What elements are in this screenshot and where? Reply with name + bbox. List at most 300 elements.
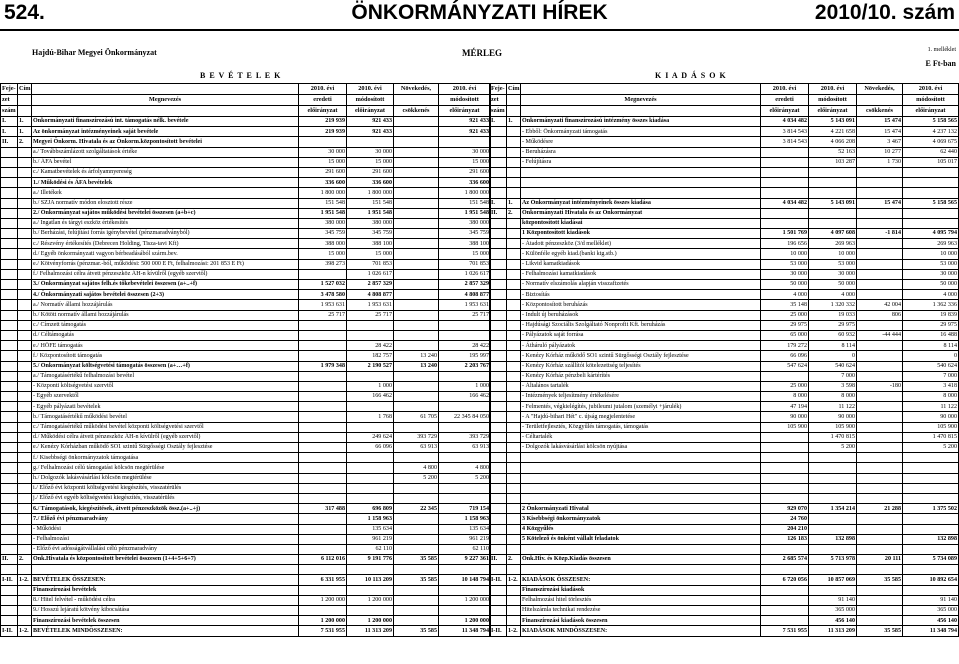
- left-cell: b./ Kötött normatív állami hozzájárulás: [32, 310, 299, 320]
- right-cell: [857, 473, 903, 483]
- left-cell: [1, 157, 18, 167]
- right-cell: 5 Kötelező és önként vállalt feladatok: [521, 534, 761, 544]
- right-cell: 16 488: [903, 330, 959, 340]
- left-cell: 1 200 000: [439, 616, 491, 626]
- right-cell: [490, 432, 507, 442]
- right-cell: [507, 188, 521, 198]
- left-cell: [299, 524, 347, 534]
- left-cell: 1 200 000: [347, 616, 394, 626]
- right-header-cell: szám: [490, 106, 507, 117]
- right-cell: [809, 463, 857, 473]
- right-cell: 3 Kisebbségi önkormányzatok: [521, 514, 761, 524]
- right-header-cell: előirányzat: [809, 106, 857, 117]
- left-cell: 1 000: [347, 381, 394, 391]
- left-cell: 388 100: [347, 239, 394, 249]
- left-cell: 15 000: [439, 249, 491, 259]
- left-cell: 393 729: [394, 432, 439, 442]
- left-cell: [394, 483, 439, 493]
- right-cell: [809, 178, 857, 188]
- left-cell: [1, 606, 18, 616]
- left-cell: 1 951 548: [439, 208, 491, 218]
- right-cell: [521, 493, 761, 503]
- right-cell: [490, 178, 507, 188]
- left-row: [1, 585, 491, 595]
- left-cell: 317 488: [299, 504, 347, 514]
- right-cell: -180: [857, 381, 903, 391]
- right-cell: [809, 483, 857, 493]
- left-header-cell: Megnevezés: [32, 95, 299, 106]
- left-cell: [347, 473, 394, 483]
- right-cell: [903, 493, 959, 503]
- right-row: [490, 229, 959, 239]
- left-cell: [18, 544, 32, 554]
- right-cell: [490, 371, 507, 381]
- left-cell: [18, 157, 32, 167]
- right-cell: 30 000: [903, 269, 959, 279]
- right-cell: 90 000: [809, 412, 857, 422]
- left-cell: 1 200 000: [299, 595, 347, 605]
- left-header-cell: zet: [1, 95, 18, 106]
- left-cell: [439, 320, 491, 330]
- left-cell: [1, 351, 18, 361]
- right-cell: [490, 157, 507, 167]
- right-cell: [507, 300, 521, 310]
- right-row: [490, 351, 959, 361]
- right-cell: 4 097 608: [809, 229, 857, 239]
- left-cell: [394, 565, 439, 575]
- left-cell: 921 433: [347, 127, 394, 137]
- right-cell: [857, 320, 903, 330]
- left-cell: - Egyéb szervektől: [32, 392, 299, 402]
- right-cell: [857, 412, 903, 422]
- left-cell: [439, 483, 491, 493]
- left-cell: 11 348 794: [439, 626, 491, 636]
- left-cell: [18, 595, 32, 605]
- left-cell: [394, 290, 439, 300]
- left-cell: [439, 422, 491, 432]
- left-cell: 13 240: [394, 361, 439, 371]
- right-cell: [809, 585, 857, 595]
- left-cell: BEVÉTELEK ÖSSZESEN:: [32, 575, 299, 585]
- left-header-cell: csökkenés: [394, 106, 439, 117]
- left-cell: 25 717: [347, 310, 394, 320]
- right-cell: 1.: [507, 117, 521, 127]
- right-cell: [490, 544, 507, 554]
- left-cell: [18, 524, 32, 534]
- left-cell: [18, 585, 32, 595]
- right-row: [490, 208, 959, 218]
- left-cell: [18, 310, 32, 320]
- right-cell: [857, 167, 903, 177]
- left-cell: b./ ÁFA bevétel: [32, 157, 299, 167]
- right-cell: [490, 392, 507, 402]
- right-cell: [507, 524, 521, 534]
- right-row: [490, 514, 959, 524]
- income-table: [0, 83, 491, 637]
- right-cell: [761, 218, 809, 228]
- right-cell: 365 000: [903, 606, 959, 616]
- right-cell: [490, 259, 507, 269]
- left-cell: [18, 534, 32, 544]
- left-cell: [394, 585, 439, 595]
- left-cell: i./ Előző évi központi költségvetési kiegészítés, visszatérülés: [32, 483, 299, 493]
- right-cell: 1 375 502: [903, 504, 959, 514]
- right-cell: [761, 178, 809, 188]
- right-cell: 50 000: [903, 280, 959, 290]
- right-cell: 179 272: [761, 341, 809, 351]
- left-header-cell: módosított: [347, 95, 394, 106]
- left-cell: [18, 565, 32, 575]
- right-cell: [507, 412, 521, 422]
- left-cell: a./ Támogatásértékű felhalmozási bevétel: [32, 371, 299, 381]
- left-cell: 921 433: [439, 117, 491, 127]
- right-cell: [857, 595, 903, 605]
- right-cell: 4 Közgyűlés: [521, 524, 761, 534]
- left-cell: 4 808 877: [439, 290, 491, 300]
- left-cell: [394, 381, 439, 391]
- right-cell: [507, 167, 521, 177]
- right-cell: [761, 157, 809, 167]
- left-cell: 3 478 580: [299, 290, 347, 300]
- right-cell: - Különféle egyéb kiad.(banki ktg.stb.): [521, 249, 761, 259]
- right-cell: [507, 127, 521, 137]
- right-cell: - Területfejlesztés, Közgyűlés támogatás, támogatás: [521, 422, 761, 432]
- left-cell: [1, 320, 18, 330]
- left-cell: 1 026 617: [347, 269, 394, 279]
- left-cell: 1 158 963: [347, 514, 394, 524]
- left-cell: 11 313 209: [347, 626, 394, 636]
- left-row: [1, 259, 491, 269]
- left-cell: [1, 585, 18, 595]
- right-cell: 8 000: [761, 392, 809, 402]
- right-cell: - Pályázatok saját forrása: [521, 330, 761, 340]
- left-cell: [18, 208, 32, 218]
- right-cell: 2 685 574: [761, 555, 809, 565]
- right-header-cell: [507, 95, 521, 106]
- expense-title: K I A D Á S O K: [655, 71, 727, 80]
- right-cell: [761, 443, 809, 453]
- right-cell: [857, 361, 903, 371]
- right-cell: [761, 483, 809, 493]
- right-cell: 105 017: [903, 157, 959, 167]
- right-cell: KIADÁSOK ÖSSZESEN:: [521, 575, 761, 585]
- left-header-row: [1, 84, 491, 95]
- left-row: [1, 443, 491, 453]
- left-cell: [1, 198, 18, 208]
- right-cell: 1-2.: [507, 626, 521, 636]
- right-cell: 24 760: [761, 514, 809, 524]
- right-cell: 3 598: [809, 381, 857, 391]
- right-cell: -44 444: [857, 330, 903, 340]
- right-cell: 269 963: [809, 239, 857, 249]
- left-cell: [1, 208, 18, 218]
- right-cell: [507, 269, 521, 279]
- right-row: [490, 575, 959, 585]
- left-row: [1, 504, 491, 514]
- right-cell: 29 975: [761, 320, 809, 330]
- left-header-row: [1, 95, 491, 106]
- left-cell: [18, 147, 32, 157]
- right-cell: [490, 229, 507, 239]
- right-cell: 5 734 089: [903, 555, 959, 565]
- right-cell: [761, 565, 809, 575]
- right-cell: [761, 606, 809, 616]
- left-cell: [18, 320, 32, 330]
- left-cell: 15 000: [439, 157, 491, 167]
- left-row: [1, 463, 491, 473]
- left-row: [1, 167, 491, 177]
- right-cell: [521, 463, 761, 473]
- left-header-cell: előirányzat: [299, 106, 347, 117]
- left-cell: - Egyéb pályázati bevételek: [32, 402, 299, 412]
- left-cell: [299, 432, 347, 442]
- left-cell: 219 939: [299, 127, 347, 137]
- left-row: [1, 157, 491, 167]
- left-row: [1, 412, 491, 422]
- left-cell: a./ Normatív állami hozzájárulás: [32, 300, 299, 310]
- left-row: [1, 117, 491, 127]
- left-cell: 15 000: [299, 249, 347, 259]
- left-cell: 1 953 631: [299, 300, 347, 310]
- right-row: [490, 565, 959, 575]
- left-cell: [299, 493, 347, 503]
- left-cell: 345 759: [347, 229, 394, 239]
- right-row: [490, 167, 959, 177]
- left-cell: - Működési: [32, 524, 299, 534]
- right-cell: [809, 524, 857, 534]
- left-cell: [1, 514, 18, 524]
- right-cell: [857, 422, 903, 432]
- left-cell: [439, 330, 491, 340]
- left-cell: [394, 137, 439, 147]
- right-cell: Felhalmozási hitel törlesztés: [521, 595, 761, 605]
- right-cell: [809, 514, 857, 524]
- left-cell: 35 585: [394, 626, 439, 636]
- right-cell: [761, 167, 809, 177]
- right-cell: [857, 565, 903, 575]
- left-header-cell: 2010. évi: [347, 84, 394, 95]
- left-cell: [299, 412, 347, 422]
- left-cell: [18, 280, 32, 290]
- right-cell: 269 963: [903, 239, 959, 249]
- left-cell: [1, 361, 18, 371]
- right-cell: 25 000: [761, 310, 809, 320]
- right-cell: 7 000: [809, 371, 857, 381]
- right-cell: [857, 351, 903, 361]
- left-row: [1, 534, 491, 544]
- left-cell: 151 548: [439, 198, 491, 208]
- right-cell: [507, 565, 521, 575]
- right-cell: Finanszírozási kiadások: [521, 585, 761, 595]
- right-cell: [507, 616, 521, 626]
- left-cell: 249 624: [347, 432, 394, 442]
- left-cell: 3./ Önkormányzat sajátos felh.és tőkebevételei összesen (a+..+f): [32, 280, 299, 290]
- left-cell: [1, 565, 18, 575]
- right-cell: 456 140: [903, 616, 959, 626]
- right-cell: II.: [490, 555, 507, 565]
- left-cell: [1, 259, 18, 269]
- right-cell: [903, 585, 959, 595]
- left-cell: [18, 483, 32, 493]
- left-row: [1, 453, 491, 463]
- right-cell: [490, 341, 507, 351]
- right-cell: [490, 280, 507, 290]
- left-cell: 28 422: [347, 341, 394, 351]
- left-cell: e./ Kenézy Kórházban működő SO1 szintű Sürgősségi Osztály fejlesztése: [32, 443, 299, 453]
- left-cell: [394, 544, 439, 554]
- left-row: [1, 341, 491, 351]
- right-cell: [507, 453, 521, 463]
- right-cell: [857, 249, 903, 259]
- right-cell: 66 096: [761, 351, 809, 361]
- left-cell: 696 809: [347, 504, 394, 514]
- left-row: [1, 147, 491, 157]
- left-row: [1, 555, 491, 565]
- right-row: [490, 595, 959, 605]
- left-cell: 1 953 631: [347, 300, 394, 310]
- right-cell: [490, 127, 507, 137]
- left-cell: [439, 371, 491, 381]
- left-cell: 7./ Előző évi pénzmaradvány: [32, 514, 299, 524]
- left-cell: [394, 188, 439, 198]
- left-cell: [394, 249, 439, 259]
- right-cell: 103 287: [809, 157, 857, 167]
- left-cell: [299, 341, 347, 351]
- right-cell: - Központosított beruházás: [521, 300, 761, 310]
- left-cell: [18, 463, 32, 473]
- left-cell: [1, 534, 18, 544]
- right-cell: 21 288: [857, 504, 903, 514]
- right-cell: [761, 208, 809, 218]
- left-cell: [439, 402, 491, 412]
- left-cell: 1 979 348: [299, 361, 347, 371]
- left-cell: [299, 392, 347, 402]
- right-cell: [490, 320, 507, 330]
- left-cell: c./ Támogatásértékű működési bevétel központi költségvetési szervtől: [32, 422, 299, 432]
- left-cell: [347, 320, 394, 330]
- left-cell: 380 000: [299, 218, 347, 228]
- left-cell: [18, 218, 32, 228]
- left-cell: [1, 280, 18, 290]
- page-header: [0, 0, 959, 40]
- right-cell: 1 320 332: [809, 300, 857, 310]
- left-cell: [347, 330, 394, 340]
- left-cell: [18, 392, 32, 402]
- right-cell: 3 814 543: [761, 127, 809, 137]
- right-cell: 126 183: [761, 534, 809, 544]
- left-cell: 135 634: [347, 524, 394, 534]
- right-header-cell: eredeti: [761, 95, 809, 106]
- left-cell: 961 219: [439, 534, 491, 544]
- left-cell: 701 853: [439, 259, 491, 269]
- right-header-cell: Cím: [507, 84, 521, 95]
- right-cell: 5 200: [809, 443, 857, 453]
- right-cell: [903, 188, 959, 198]
- left-cell: 1 953 631: [439, 300, 491, 310]
- left-cell: c./ Részvény értékesítés (Debrecen Holding, Tisza-tavi Kft): [32, 239, 299, 249]
- right-header-cell: [521, 106, 761, 117]
- left-cell: [18, 249, 32, 259]
- left-cell: e./ Kötvényforrás (pénzmar.-ból, működési: 500 000 E Ft, felhalmozási: 201 853 E Ft): [32, 259, 299, 269]
- left-header-cell: 2010. évi: [439, 84, 491, 95]
- left-cell: [1, 483, 18, 493]
- left-cell: [394, 616, 439, 626]
- left-cell: 1 800 000: [439, 188, 491, 198]
- left-cell: 2 857 329: [347, 280, 394, 290]
- right-cell: [857, 341, 903, 351]
- right-cell: 1.: [507, 198, 521, 208]
- right-cell: [857, 606, 903, 616]
- left-header-cell: eredeti: [299, 95, 347, 106]
- right-cell: 53 000: [809, 259, 857, 269]
- right-row: [490, 392, 959, 402]
- left-cell: [394, 402, 439, 412]
- right-cell: [903, 544, 959, 554]
- header-rule: [0, 29, 959, 31]
- right-cell: - Biztosítás: [521, 290, 761, 300]
- left-cell: [299, 463, 347, 473]
- left-row: [1, 330, 491, 340]
- right-cell: [490, 188, 507, 198]
- right-cell: [903, 167, 959, 177]
- left-cell: [439, 606, 491, 616]
- left-cell: [299, 606, 347, 616]
- right-row: [490, 524, 959, 534]
- left-cell: 291 600: [299, 167, 347, 177]
- right-cell: [490, 493, 507, 503]
- left-row: [1, 575, 491, 585]
- left-cell: [394, 300, 439, 310]
- right-row: [490, 361, 959, 371]
- right-cell: - Likvid kamatkiadások: [521, 259, 761, 269]
- left-cell: [18, 432, 32, 442]
- right-cell: [857, 280, 903, 290]
- right-cell: [490, 585, 507, 595]
- right-cell: [809, 473, 857, 483]
- right-cell: [903, 483, 959, 493]
- right-cell: [761, 544, 809, 554]
- publication-title: ÖNKORMÁNYZATI HÍREK: [351, 1, 608, 24]
- left-cell: [394, 178, 439, 188]
- left-cell: [18, 443, 32, 453]
- right-row: [490, 493, 959, 503]
- right-cell: [507, 483, 521, 493]
- left-header-cell: [32, 84, 299, 95]
- right-row: [490, 463, 959, 473]
- left-cell: 336 600: [347, 178, 394, 188]
- left-cell: f./ Kisebbségi önkormányzatok támogatása: [32, 453, 299, 463]
- left-cell: [394, 269, 439, 279]
- right-cell: 65 000: [761, 330, 809, 340]
- right-cell: 5 158 565: [903, 117, 959, 127]
- left-cell: 151 548: [347, 198, 394, 208]
- right-cell: [490, 483, 507, 493]
- right-cell: [507, 514, 521, 524]
- left-cell: d./ Működési célra átvett pénzeszköz ÁH-n kívülről (egyéb szervtől): [32, 432, 299, 442]
- left-cell: [299, 483, 347, 493]
- left-row: [1, 351, 491, 361]
- right-cell: [490, 565, 507, 575]
- left-cell: a./ Továbbszámlázott szolgáltatások értéke: [32, 147, 299, 157]
- right-cell: I-II.: [490, 626, 507, 636]
- right-row: [490, 432, 959, 442]
- right-cell: 53 000: [761, 259, 809, 269]
- left-cell: I-II.: [1, 626, 18, 636]
- right-cell: [490, 381, 507, 391]
- left-cell: [1, 330, 18, 340]
- right-cell: - Felhalmozási kamatkiadások: [521, 269, 761, 279]
- left-cell: 1 800 000: [299, 188, 347, 198]
